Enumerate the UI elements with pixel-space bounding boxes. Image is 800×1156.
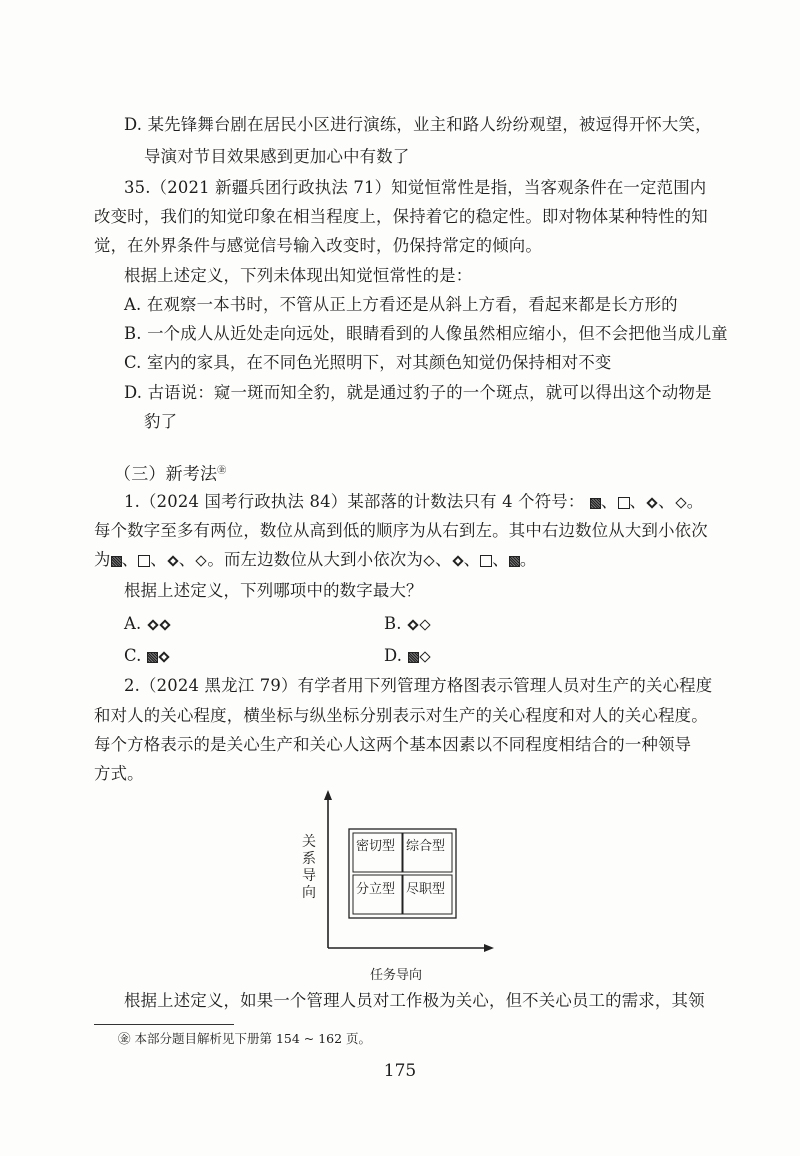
hollow-square-icon — [618, 497, 630, 509]
dotted-diamond-icon — [158, 651, 170, 663]
y-axis-label: 关系导向 — [302, 834, 316, 901]
q1-question: 根据上述定义，下列哪项中的数字最大？ — [124, 581, 423, 600]
q1-sep: 、 — [435, 550, 452, 569]
q1-line3 — [94, 549, 536, 571]
hollow-diamond-icon — [419, 619, 431, 631]
q1-line2: 每个数字至多有两位，数位从高到低的顺序为从右到左。其中右边数位从大到小依次 — [94, 521, 708, 540]
q1-sep: 、 — [629, 492, 647, 511]
dotted-diamond-icon — [452, 555, 464, 567]
hollow-diamond-icon — [195, 555, 207, 567]
option-c-label: C. — [124, 646, 142, 665]
q1-end: 。 — [686, 492, 704, 511]
prev-option-d-line2: 导演对节目效果感到更加心中有数了 — [144, 147, 410, 166]
prev-option-d-line1: D. 某先锋舞台剧在居民小区进行演练，业主和路人纷纷观望，被逗得开怀大笑， — [124, 115, 712, 134]
filled-square-icon — [111, 556, 122, 567]
hollow-diamond-icon — [675, 497, 687, 509]
footnote: ㊎ 本部分题目解析见下册第 154 ~ 162 页。 — [118, 1031, 372, 1046]
section-title — [114, 460, 226, 486]
q2-line2: 和对人的关心程度，横坐标与纵坐标分别表示对生产的关心程度和对人的关心程度。 — [94, 706, 708, 725]
q1-sep: 、 — [121, 550, 139, 569]
filled-square-icon — [590, 498, 601, 509]
option-b-label: B. — [384, 614, 402, 633]
q2-line1: 2.（2024 黑龙江 79）有学者用下列管理方格图表示管理人员对生产的关心程度 — [124, 676, 713, 695]
dotted-diamond-icon — [167, 555, 179, 567]
q1-option-a — [124, 613, 171, 635]
q35-option-d-line1: D. 古语说：窥一斑而知全豹，就是通过豹子的一个斑点，就可以得出这个动物是 — [124, 383, 712, 402]
option-d-label: D. — [384, 646, 403, 665]
q1-line3-mid: 。而左边数位从大到小依次为 — [207, 550, 424, 569]
q1-line1-text: 1.（2024 国考行政执法 84）某部落的计数法只有 4 个符号： — [124, 492, 585, 511]
dotted-diamond-icon — [407, 619, 419, 631]
q1-sep: 、 — [463, 550, 481, 569]
q35-option-d-line2: 豹了 — [144, 412, 178, 431]
q1-sep: 、 — [492, 550, 509, 569]
dotted-diamond-icon — [646, 497, 658, 509]
q35-line2: 改变时，我们的知觉印象在相当程度上，保持着它的稳定性。即对物体某种特性的知 — [94, 207, 708, 226]
dotted-diamond-icon — [159, 619, 171, 631]
filled-square-icon — [147, 652, 158, 663]
hollow-diamond-icon — [419, 651, 431, 663]
q35-option-c: C. 室内的家具，在不同色光照明下，对其颜色知觉仍保持相对不变 — [124, 353, 612, 372]
y-axis-arrow-icon — [324, 790, 332, 800]
hollow-diamond-icon — [423, 555, 435, 567]
dotted-diamond-icon — [147, 619, 159, 631]
management-grid-diagram — [290, 788, 500, 958]
q1-option-d — [384, 645, 431, 667]
q1-sep: 、 — [600, 492, 618, 511]
q1-line3-prefix: 为 — [94, 550, 111, 569]
option-a-label: A. — [124, 614, 142, 633]
q1-sep: 、 — [178, 550, 196, 569]
q35-option-b: B. 一个成人从近处走向远处，眼睛看到的人像虽然相应缩小，但不会把他当成儿童 — [124, 324, 728, 343]
x-axis-label: 任务导向 — [370, 968, 423, 983]
filled-square-icon — [408, 652, 419, 663]
q35-line1: 35.（2021 新疆兵团行政执法 71）知觉恒常性是指，当客观条件在一定范围内 — [124, 178, 707, 197]
cell-label-separate: 分立型 — [356, 882, 396, 897]
page-number: 175 — [383, 1061, 417, 1081]
q2-line3: 每个方格表示的是关心生产和关心人这两个基本因素以不同程度相结合的一种领导 — [94, 735, 692, 754]
cell-label-comprehensive: 综合型 — [406, 839, 446, 854]
q1-line1 — [124, 491, 703, 513]
q1-option-b — [384, 613, 431, 635]
q35-line3: 觉，在外界条件与感觉信号输入改变时，仍保持常定的倾向。 — [94, 236, 542, 255]
section-mark-icon: ㊎ — [217, 466, 227, 476]
cell-label-close: 密切型 — [356, 839, 396, 854]
q1-end: 。 — [519, 550, 537, 569]
q2-question: 根据上述定义，如果一个管理人员对工作极为关心，但不关心员工的需求，其领 — [124, 991, 705, 1010]
footnote-divider — [94, 1024, 234, 1025]
hollow-square-icon — [480, 555, 492, 567]
q1-sep: 、 — [150, 550, 167, 569]
section-title-text: （三）新考法 — [114, 464, 218, 485]
q35-option-a: A. 在观察一本书时，不管从正上方看还是从斜上方看，看起来都是长方形的 — [124, 295, 678, 314]
q2-line4: 方式。 — [94, 764, 144, 783]
cell-label-dedicated: 尽职型 — [406, 882, 446, 897]
hollow-square-icon — [138, 555, 150, 567]
filled-square-icon — [509, 556, 520, 567]
q1-option-c — [124, 645, 170, 667]
q35-question: 根据上述定义，下列未体现出知觉恒常性的是： — [124, 266, 473, 285]
q1-sep: 、 — [658, 492, 675, 511]
x-axis-arrow-icon — [484, 944, 494, 952]
